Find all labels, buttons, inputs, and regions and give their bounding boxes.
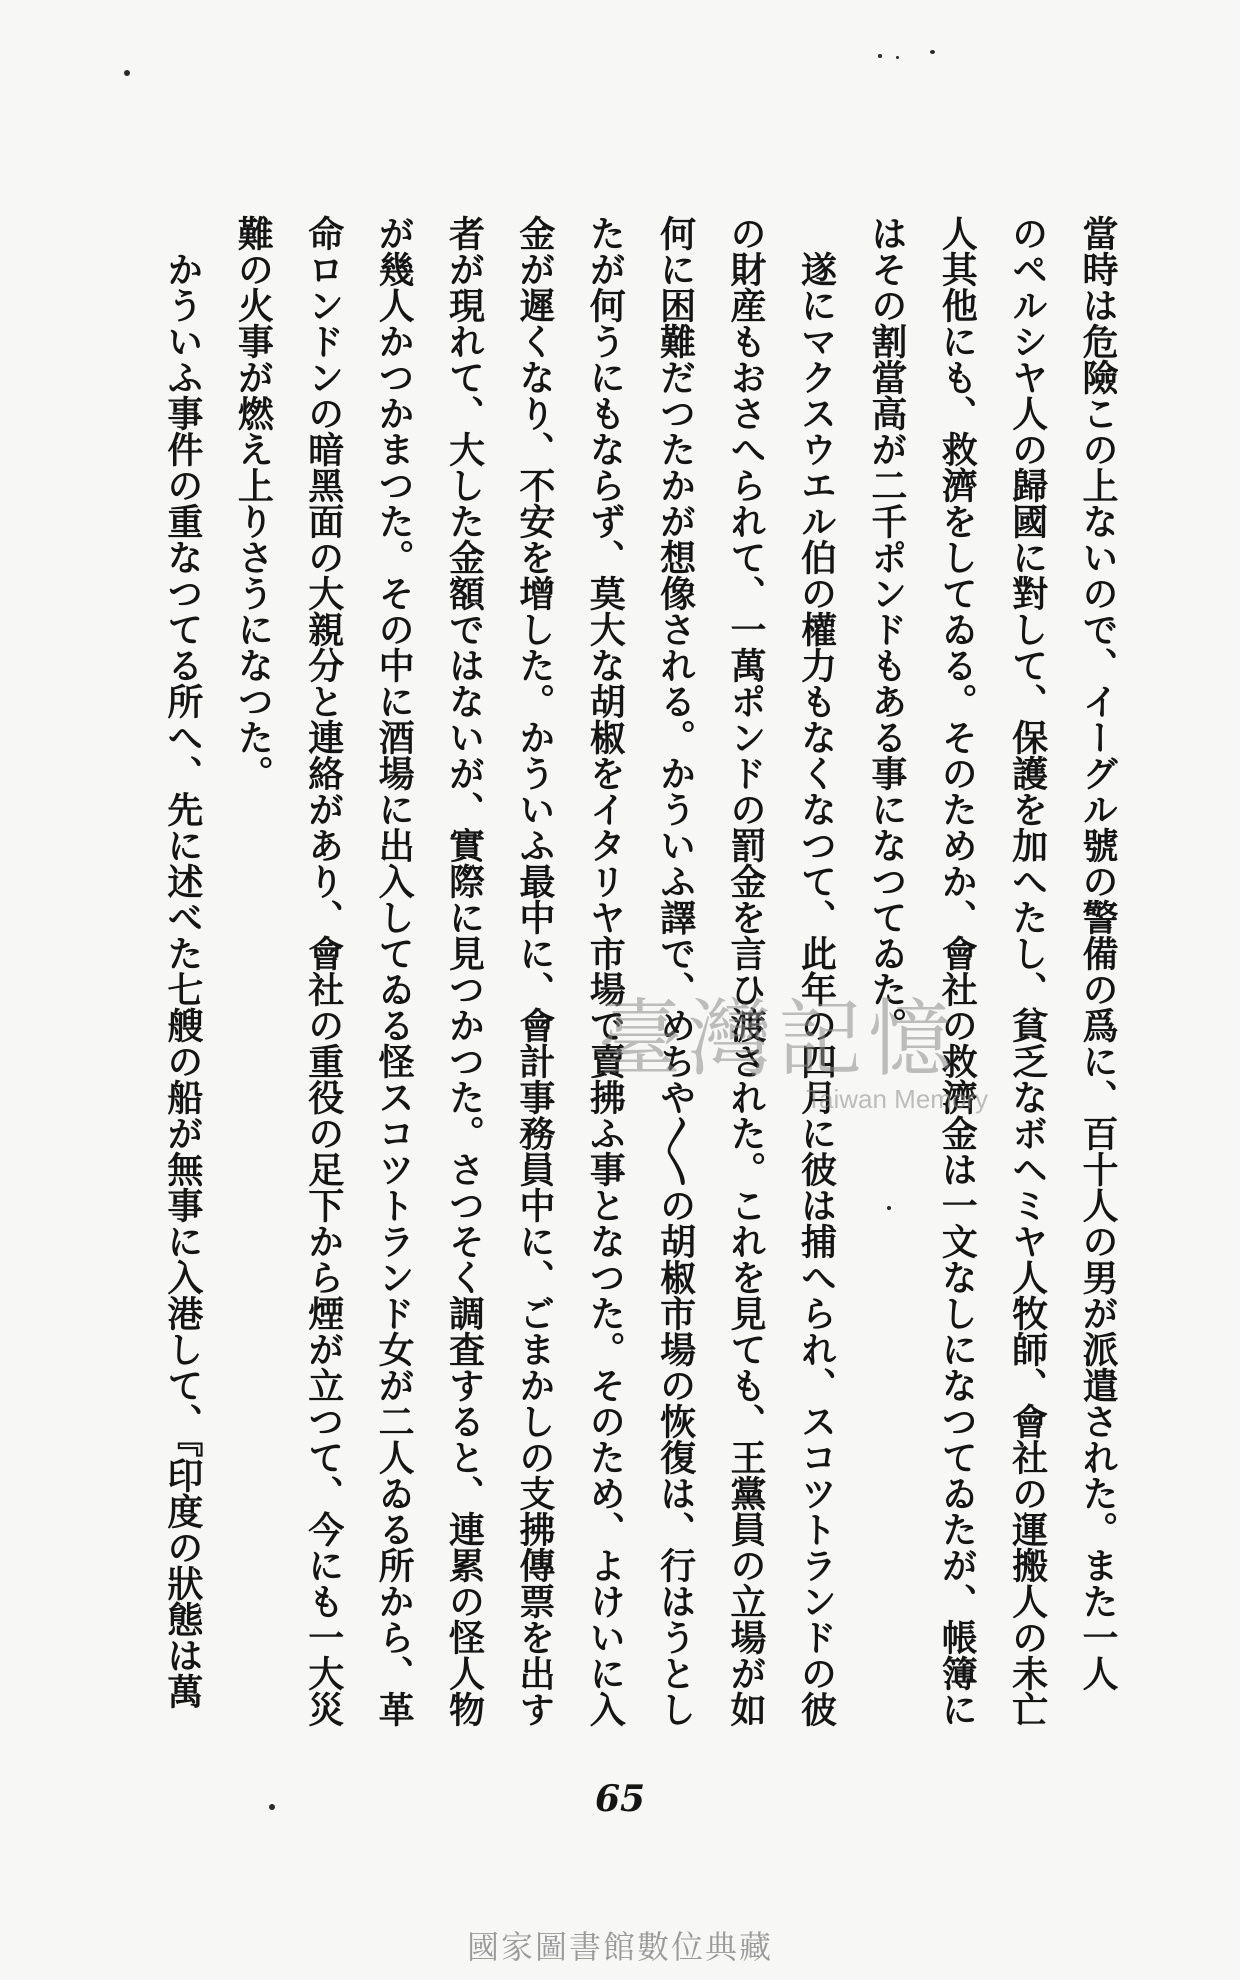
watermark-subtitle: Taiwan Memory — [806, 1084, 989, 1114]
watermark-title: 臺灣記憶 — [598, 990, 959, 1088]
text-column-6: の財産もおさへられて、一萬ポンドの罰金を言ひ渡された。これを見ても、王黨員の立場が如 — [725, 215, 768, 1727]
dust-speck — [878, 54, 882, 58]
text-column-13: 難の火事が燃え上りさうになつた。 — [232, 215, 275, 791]
text-column-5: 遂にマクスウエル伯の權力もなくなつて、此年の四月に彼は捕へられ、スコツトランドの彼 — [795, 251, 838, 1727]
text-column-7: 何に困難だつたかが想像される。かういふ譯で、めちや〳〵の胡椒市場の恢復は、行はうとし — [654, 215, 697, 1727]
dust-speck — [930, 50, 935, 54]
vertical-text-body — [130, 215, 1119, 1775]
text-column-11: が幾人かつかまつた。その中に酒場に出入してゐる怪スコツトランド女が二人ゐる所から、革 — [373, 215, 416, 1727]
text-column-12: 命ロンドンの暗黑面の大親分と連絡があり、會社の重役の足下から煙が立つて、今にも一大災 — [302, 215, 345, 1727]
text-column-2: のペルシヤ人の歸國に對して、保護を加へたし、貧乏なボヘミヤ人牧師、會社の運搬人の未亡 — [1006, 215, 1049, 1727]
page-number: 65 — [594, 1778, 646, 1820]
text-column-1: 當時は危險この上ないので、イーグル號の警備の爲に、百十人の男が派遣された。また一人 — [1077, 215, 1119, 1691]
text-column-8: たが何うにもならず、莫大な胡椒をイタリヤ市場で賣拂ふ事となつた。そのため、よけいに入 — [584, 215, 627, 1727]
dust-speck — [896, 56, 899, 59]
collection-footer: 國家圖書館數位典藏 — [466, 1928, 773, 1966]
text-column-4: はその割當高が二千ポンドもある事になつてゐた。 — [865, 215, 908, 1043]
text-column-14: かういふ事件の重なつてる所へ、先に述べた七艘の船が無事に入港して、『印度の狀態は萬 — [161, 251, 204, 1709]
text-column-10: 者が現れて、大した金額ではないが、實際に見つかつた。さつそく調査すると、連累の怪人物 — [443, 215, 486, 1727]
dust-speck — [124, 70, 130, 76]
text-column-9: 金が遲くなり、不安を增した。かういふ最中に、會計事務員中に、ごまかしの支拂傳票を出す — [513, 215, 556, 1727]
text-column-3: 人其他にも、救濟をしてゐる。そのためか、會社の救濟金は一文なしになつてゐたが、帳簿に — [936, 215, 979, 1727]
